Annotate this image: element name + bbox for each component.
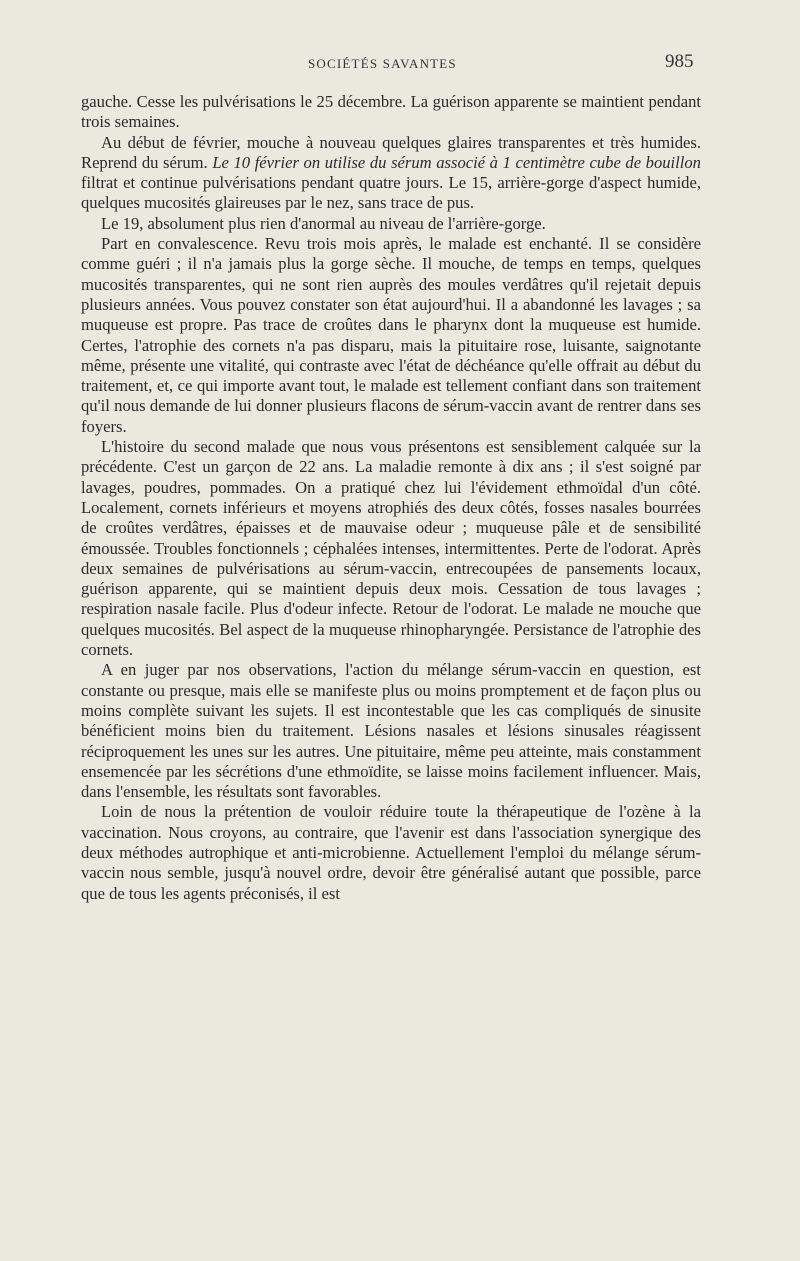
paragraph: Loin de nous la prétention de vouloir réduire toute la thérapeutique de l'ozène à la vaccination. Nous croyons, au contraire, que l'avenir est dans l'association synergique des deux méthodes autrophique et anti-microbienne. Actuellement l'emploi du mélange sérum-vaccin nous semble, jusqu'à nouvel ordre, devoir être généralisé autant que possible, parce que de tous les agents préconisés, il est — [81, 802, 701, 903]
page-number: 985 — [665, 51, 694, 72]
paragraph: Part en convalescence. Revu trois mois après, le malade est enchanté. Il se considère comme guéri ; il n'a jamais plus la gorge sèche. Il mouche, de temps en temps, quelques mucosités transparentes, qui ne sont rien auprès des moules verdâtres qu'il rejetait depuis plusieurs années. Vous pouvez constater son état aujourd'hui. Il a abandonné les lavages ; sa muqueuse est propre. Pas trace de croûtes dans le pharynx dont la muqueuse est humide. Certes, l'atrophie des cornets n'a pas disparu, mais la pituitaire rose, luisante, saignotante même, présente une vitalité, qui contraste avec l'état de déchéance qu'elle offrait au début du traitement, et, ce qui importe avant tout, le malade est tellement confiant dans son traitement qu'il nous demande de lui donner plusieurs flacons de sérum-vaccin avant de rentrer dans ses foyers. — [81, 234, 701, 436]
paragraph-text: Au début de février, mouche à nouveau quelques glaires transparentes et très humides. Reprend du sérum. — [81, 132, 701, 172]
italic-phrase: Le 10 février on utilise du sérum associé à 1 centimètre cube de bouillon — [212, 152, 701, 172]
paragraph: L'histoire du second malade que nous vous présentons est sensiblement calquée sur la précédente. C'est un garçon de 22 ans. La maladie remonte à dix ans ; il s'est soigné par lavages, poudres, pommades. On a pratiqué chez lui l'évidement ethmoïdal d'un côté. Localement, cornets inférieurs et moyens atrophiés des deux côtés, fosses nasales bourrées de croûtes verdâtres, épaisses et de mauvaise odeur ; muqueuse pâle et de sensibilité émoussée. Troubles fonctionnels ; céphalées intenses, intermittentes. Perte de l'odorat. Après deux semaines de pulvérisations au sérum-vaccin, entrecoupées de pansements locaux, guérison apparente, qui se maintient depuis deux mois. Cessation de tous lavages ; respiration nasale facile. Plus d'odeur infecte. Retour de l'odorat. Le malade ne mouche que quelques mucosités. Bel aspect de la muqueuse rhinopharyngée. Persistance de l'atrophie des cornets. — [81, 437, 701, 660]
paragraph: Le 19, absolument plus rien d'anormal au niveau de l'arrière-gorge. — [101, 213, 546, 233]
running-head: SOCIÉTÉS SAVANTES — [308, 56, 457, 71]
paragraph: gauche. Cesse les pulvérisations le 25 décembre. La guérison apparente se maintient pendant trois semaines. — [81, 92, 701, 132]
paragraph — [81, 133, 701, 214]
paragraph-text: filtrat et continue pulvérisations pendant quatre jours. Le 15, arrière-gorge d'aspect humide, quelques mucosités glaireuses par le nez, sans trace de pus. — [81, 173, 701, 213]
paragraph: A en juger par nos observations, l'action du mélange sérum-vaccin en question, est constante ou presque, mais elle se manifeste plus ou moins promptement et de façon plus ou moins complète suivant les sujets. Il est incontestable que les cas compliqués de sinusite bénéficient moins bien du traitement. Lésions nasales et lésions sinusales réagissent réciproquement les unes sur les autres. Une pituitaire, même peu atteinte, mais constamment ensemencée par les sécrétions d'une ethmoïdite, se laisse moins facilement influencer. Mais, dans l'ensemble, les résultats sont favorables. — [81, 660, 701, 802]
body-text — [81, 92, 701, 904]
